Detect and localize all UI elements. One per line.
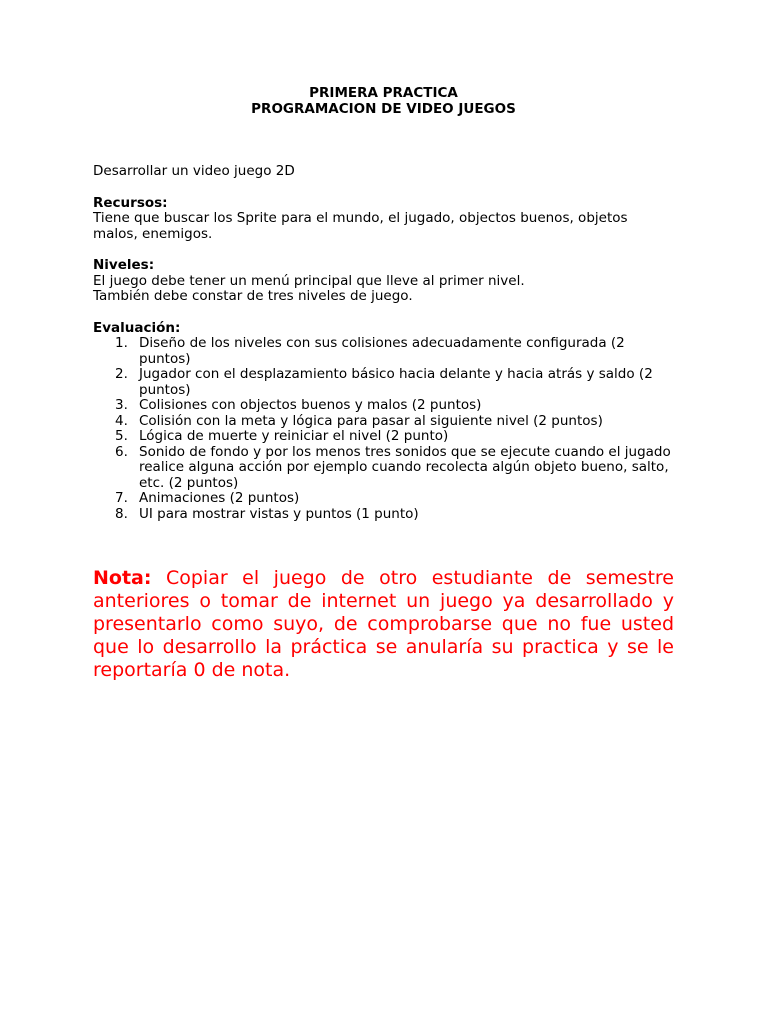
list-item-number: 5. — [115, 428, 128, 444]
list-item-text: Jugador con el desplazamiento básico hacia delante y hacia atrás y saldo (2 puntos) — [139, 366, 653, 398]
list-item-number: 3. — [115, 397, 128, 413]
section-evaluacion — [93, 321, 674, 523]
section-niveles — [93, 258, 674, 305]
list-item — [93, 414, 674, 430]
list-item-number: 1. — [115, 335, 128, 351]
list-item — [93, 507, 674, 523]
document-page — [93, 86, 674, 522]
section-recursos — [93, 196, 674, 243]
evaluacion-heading: Evaluación: — [93, 319, 181, 336]
list-item-text: Lógica de muerte y reiniciar el nivel (2 punto) — [139, 428, 449, 444]
list-item-text: Animaciones (2 puntos) — [139, 490, 300, 506]
note-text: Copiar el juego de otro estudiante de semestre anteriores o tomar de internet un juego ya desarrollado y presentarlo como suyo, de comprobarse que no fue usted que lo desarrollo la práctica se anularía su practica y se le reportaría 0 de nota. — [93, 567, 674, 681]
list-item-number: 6. — [115, 443, 128, 460]
list-item — [93, 367, 674, 398]
list-item — [93, 491, 674, 507]
title-line-1: PRIMERA PRACTICA — [309, 85, 458, 101]
list-item — [93, 336, 674, 367]
niveles-line-1: El juego debe tener un menú principal que lleve al primer nivel. — [93, 272, 525, 289]
list-item-number: 8. — [115, 505, 128, 522]
list-item-number: 4. — [115, 412, 128, 429]
list-item-number: 2. — [115, 366, 128, 382]
list-item-text: Colisión con la meta y lógica para pasar al siguiente nivel (2 puntos) — [139, 412, 603, 429]
niveles-line-2: También debe constar de tres niveles de juego. — [93, 288, 413, 304]
list-item — [93, 429, 674, 445]
list-item-text: Colisiones con objectos buenos y malos (2 puntos) — [139, 397, 482, 413]
document-title — [93, 86, 674, 117]
recursos-heading: Recursos: — [93, 194, 168, 211]
recursos-text: Tiene que buscar los Sprite para el mundo, el jugado, objectos buenos, objetos malos, enemigos. — [93, 210, 628, 242]
niveles-heading: Niveles: — [93, 257, 155, 273]
list-item-text: Diseño de los niveles con sus colisiones adecuadamente configurada (2 puntos) — [139, 335, 625, 367]
list-item — [93, 398, 674, 414]
title-line-2: PROGRAMACION DE VIDEO JUEGOS — [251, 100, 516, 117]
evaluacion-list — [93, 336, 674, 522]
note-paragraph — [93, 567, 674, 682]
list-item — [93, 445, 674, 492]
list-item-number: 7. — [115, 490, 128, 506]
list-item-text: Sonido de fondo y por los menos tres sonidos que se ejecute cuando el jugado realice alguna acción por ejemplo cuando recolecta algún objeto bueno, salto, etc. (2 puntos) — [139, 443, 671, 491]
list-item-text: UI para mostrar vistas y puntos (1 punto) — [139, 505, 419, 522]
intro-text: Desarrollar un video juego 2D — [93, 163, 295, 179]
note-label: Nota: — [93, 567, 152, 589]
